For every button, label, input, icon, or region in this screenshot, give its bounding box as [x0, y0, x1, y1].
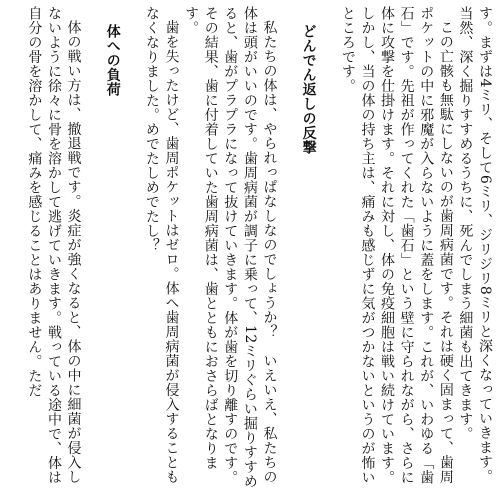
- paragraph-tooth-loss: 歯を失ったけど、歯周ポケットはゼロ。体へ歯周病菌が侵入することもなくなりました。めでたしめでたし？: [143, 6, 180, 484]
- paragraph-intro: す。まずは4ミリ、そして6ミリ、ジリジリ8ミリと深くなっていきます。当然、深く掘りすすめるうちに、死んでしまう細菌も出てきます。: [457, 6, 493, 484]
- column-spacer: [122, 6, 142, 496]
- column-spacer: [83, 6, 103, 496]
- section-heading-burden: 体への負荷: [104, 24, 121, 97]
- paragraph-body-defense: 私たちの体は、やられっぱなしなのでしょうか？ いえいえ、私たちの体は頭がいいのです。歯周病菌が調子に乗って、12ミリぐらい掘りすすめると、歯がプラプラになって抜けていきます。体が歯を切り離すのです。その結果、歯に付着していた歯周病菌は、歯とともにおさらばとなります。: [183, 6, 278, 489]
- paragraph-retreat: 体の戦い方は、撤退戦です。炎症が強くなると、体の中に細菌が侵入しないように徐々に骨を溶かして逃げていきます。戦っている途中で、体は自分の骨を溶かして、痛みを感じることはありません。ただ: [26, 6, 82, 485]
- column-spacer: [318, 6, 338, 496]
- paragraph-tartar: この亡骸も無駄にしないのが歯周病菌です。それは硬く固まって、歯周ポケットの中に邪魔が入らないように蓋をします。これが、いわゆる「歯石」です。先祖が作ってくれた「歯石」という壁に守られながら、さらに体に攻撃を仕掛けます。それに対し、体の免疫細胞は戦い続けています。しかし、当の体の持ち主は、痛みも感じずに気がつかないというのが怖いところです。: [339, 6, 454, 485]
- section-heading-counterattack: どんでん返しの反撃: [300, 24, 317, 155]
- article-body: [24, 6, 494, 496]
- column-spacer: [278, 6, 298, 496]
